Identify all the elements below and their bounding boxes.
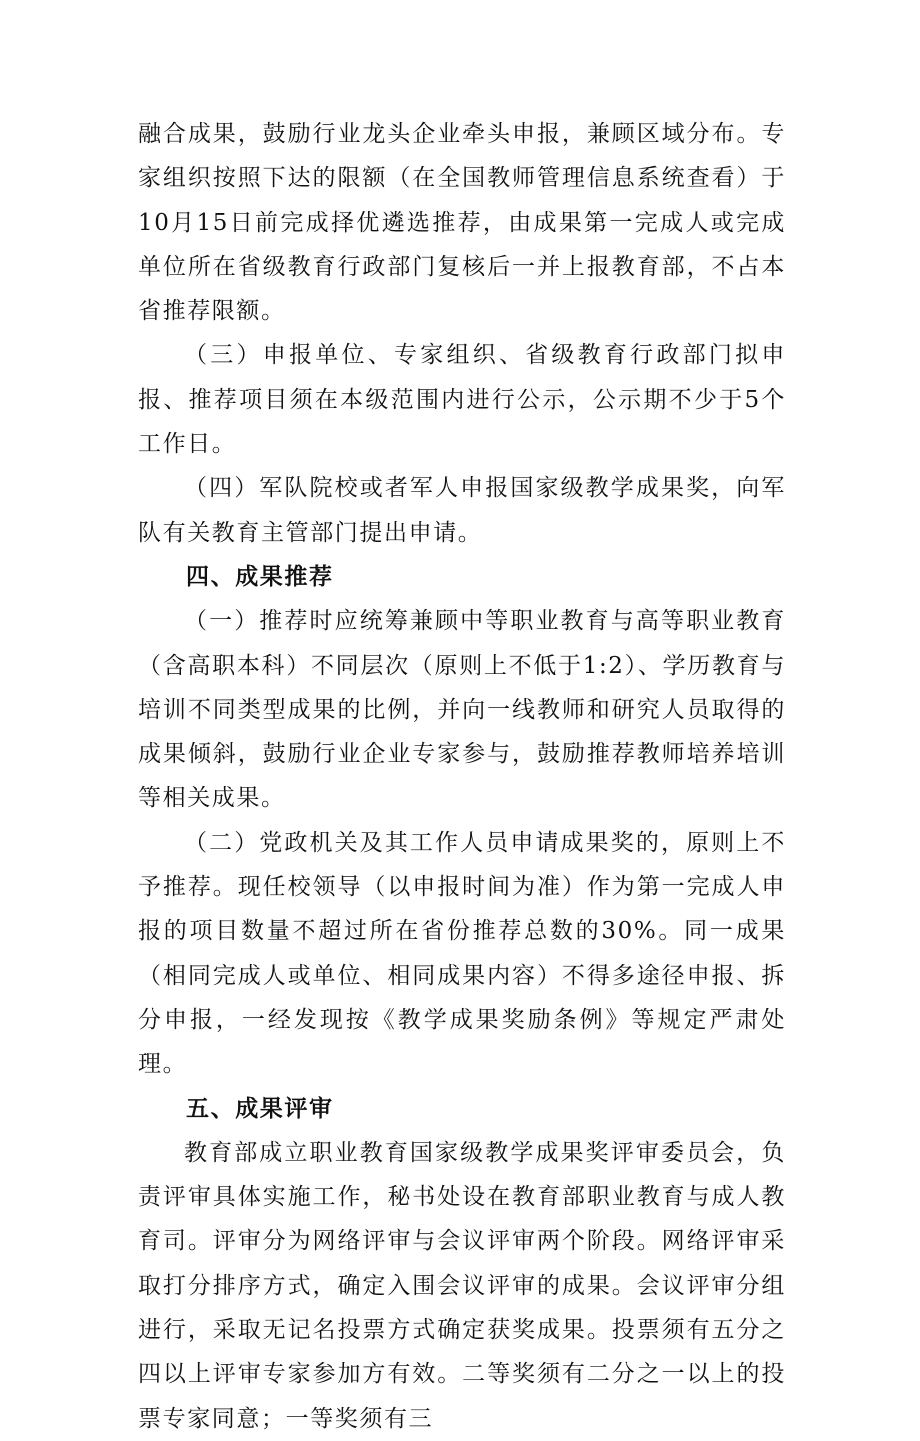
paragraph-item-3-publicity: （三）申报单位、专家组织、省级教育行政部门拟申报、推荐项目须在本级范围内进行公示，公示期不少于5个工作日。 (138, 342, 786, 458)
paragraph-declaration-limits: 融合成果，鼓励行业龙头企业牵头申报，兼顾区域分布。专家组织按照下达的限额（在全国教师管理信息系统查看）于10月15日前完成择优遴选推荐，由成果第一完成人或完成单位所在省级教育行政部门复核后一并上报教育部，不占本省推荐限额。 (138, 121, 786, 325)
paragraph-recommend-item-2: （二）党政机关及其工作人员申请成果奖的，原则上不予推荐。现任校领导（以申报时间为准）作为第一完成人申报的项目数量不超过所在省份推荐总数的30%。同一成果（相同完成人或单位、相同成果内容）不得多途径申报、拆分申报，一经发现按《教学成果奖励条例》等规定严肃处理。 (138, 829, 786, 1078)
paragraph-recommend-item-1: （一）推荐时应统筹兼顾中等职业教育与高等职业教育（含高职本科）不同层次（原则上不低于1:2）、学历教育与培训不同类型成果的比例，并向一线教师和研究人员取得的成果倾斜，鼓励行业企业专家参与，鼓励推荐教师培养培训等相关成果。 (138, 608, 786, 812)
paragraph-item-4-military: （四）军队院校或者军人申报国家级教学成果奖，向军队有关教育主管部门提出申请。 (138, 475, 786, 546)
section-heading-recommendation: 四、成果推荐 (186, 563, 334, 590)
section-heading-review: 五、成果评审 (186, 1095, 334, 1122)
document-page (138, 112, 786, 1441)
paragraph-review-process: 教育部成立职业教育国家级教学成果奖评审委员会，负责评审具体实施工作，秘书处设在教育部职业教育与成人教育司。评审分为网络评审与会议评审两个阶段。网络评审采取打分排序方式，确定入围会议评审的成果。会议评审分组进行，采取无记名投票方式确定获奖成果。投票须有五分之四以上评审专家参加方有效。二等奖须有二分之一以上的投票专家同意；一等奖须有三 (138, 1139, 786, 1432)
